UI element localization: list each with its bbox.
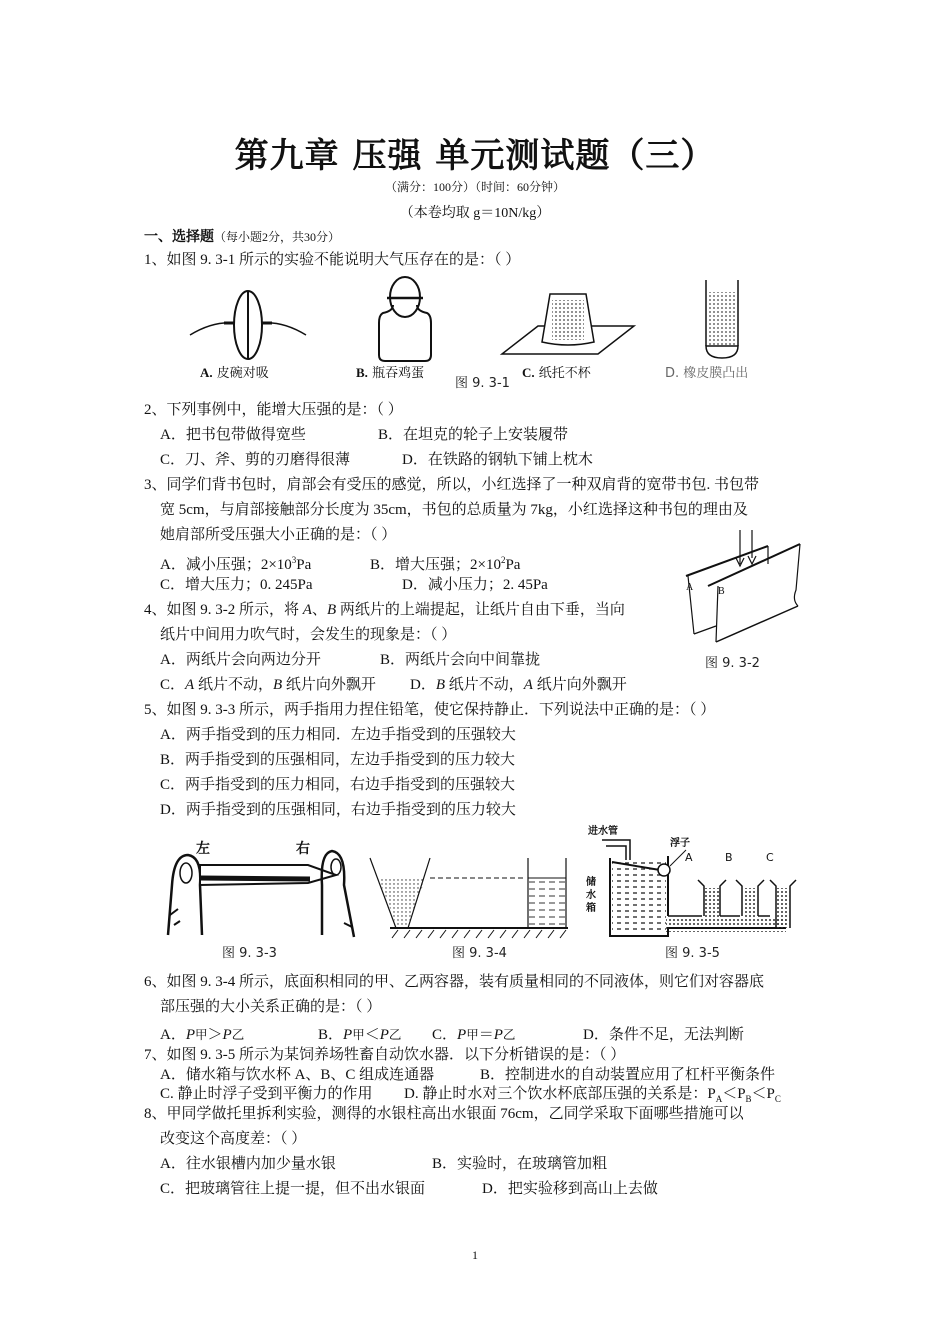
question-7-option-d: D. 静止时水对三个饮水杯底部压强的关系是：$P_A<P_B<P_C$	[404, 1086, 781, 1104]
question-3-stem-line1: 3、同学们背书包时，肩部会有受压的感觉，所以，小红选择了一种双肩背的宽带书包. 书包带	[144, 477, 760, 493]
question-8-option-b: B．实验时，在玻璃管加粗	[432, 1156, 608, 1172]
suction-cups-illustration	[188, 285, 308, 365]
question-6-option-a: A．P甲＞P乙	[160, 1027, 245, 1043]
question-4-option-a: A．两纸片会向两边分开	[160, 652, 321, 668]
right-finger-label: 右	[296, 841, 310, 857]
paper-label-b: B	[718, 586, 725, 597]
page-number: 1	[472, 1248, 478, 1262]
question-5-option-a: A．两手指受到的压力相同．左边手指受到的压强较大	[160, 727, 516, 743]
question-4-stem-line1: 4、如图 9. 3-2 所示，将 A、B 两纸片的上端提起，让纸片自由下垂，当向	[144, 602, 625, 618]
figure-label-d: D. 橡皮膜凸出	[665, 366, 749, 381]
section-heading	[144, 226, 340, 246]
two-containers-illustration	[368, 858, 568, 940]
question-3-stem-line2: 宽 5cm，与肩部接触部分长度为 35cm，书包的总质量为 7kg，小红选择这种书包的理由及	[160, 502, 748, 518]
figure-caption-9-3-1: 图 9. 3-1	[455, 376, 510, 391]
cup-label-b: B	[725, 851, 733, 864]
drinking-device-illustration	[600, 830, 790, 942]
question-6-stem-line2: 部压强的大小关系正确的是：（ ）	[160, 999, 382, 1015]
question-5-option-b: B．两手指受到的压强相同，左边手指受到的压力较大	[160, 752, 516, 768]
question-8-option-c: C．把玻璃管往上提一提，但不出水银面	[160, 1181, 426, 1197]
gravity-note: （本卷均取 g＝10N/kg）	[399, 206, 551, 221]
question-5-option-d: D．两手指受到的压强相同，右边手指受到的压力较大	[160, 802, 516, 818]
question-2-option-b: B．在坦克的轮子上安装履带	[378, 427, 569, 443]
question-7-stem: 7、如图 9. 3-5 所示为某饲养场牲畜自动饮水器．以下分析错误的是：（ ）	[144, 1047, 626, 1063]
question-8-stem-line1: 8、甲同学做托里拆利实验，测得的水银柱高出水银面 76cm，乙同学采取下面哪些措施可以	[144, 1106, 744, 1122]
question-6-option-b: B．P甲＜P乙	[318, 1027, 402, 1043]
question-2-option-d: D．在铁路的钢轨下铺上枕木	[402, 452, 593, 468]
question-2-option-c: C．刀、斧、剪的刃磨得很薄	[160, 452, 351, 468]
bottle-egg-illustration	[375, 275, 435, 363]
tank-label: 储 水 箱	[586, 877, 596, 914]
figure-caption-9-3-5: 图 9. 3-5	[665, 946, 720, 961]
question-4-option-d: D．B 纸片不动，A 纸片向外飘开	[410, 677, 627, 693]
question-2-stem: 2、下列事例中，能增大压强的是：（ ）	[144, 402, 403, 418]
inlet-pipe-label: 进水管	[588, 826, 618, 837]
question-8-stem-line2: 改变这个高度差：（ ）	[160, 1131, 307, 1147]
question-4-option-b: B．两纸片会向中间靠拢	[380, 652, 541, 668]
question-6-stem-line1: 6、如图 9. 3-4 所示，底面积相同的甲、乙两容器，装有质量相同的不同液体，则它们对容器底	[144, 974, 764, 990]
question-3-option-b: B．增大压强；$2\times 10^2Pa$	[370, 555, 521, 573]
cup-label-c: C	[766, 851, 774, 864]
question-5-stem: 5、如图 9. 3-3 所示，两手指用力捏住铅笔，使它保持静止．下列说法中正确的是：（ ）	[144, 702, 716, 718]
question-1-stem: 1、如图 9. 3-1 所示的实验不能说明大气压存在的是：（ ）	[144, 252, 521, 268]
question-3-option-a: A．减小压强；$2\times 10^3Pa$	[160, 555, 312, 573]
question-4-stem-line2: 纸片中间用力吹气时，会发生的现象是：（ ）	[160, 627, 457, 643]
section-title: 一、选择题	[144, 229, 214, 245]
question-6-option-d: D．条件不足，无法判断	[583, 1027, 744, 1043]
float-label: 浮子	[670, 838, 690, 849]
question-4-option-c: C．A 纸片不动，B 纸片向外飘开	[160, 677, 376, 693]
score-time-info: （满分：100分）（时间：60分钟）	[384, 180, 565, 194]
question-2-option-a: A．把书包带做得宽些	[160, 427, 306, 443]
question-7-option-b: B．控制进水的自动装置应用了杠杆平衡条件	[480, 1067, 776, 1083]
paper-cup-illustration	[498, 290, 638, 358]
question-5-option-c: C．两手指受到的压力相同，右边手指受到的压强较大	[160, 777, 516, 793]
left-finger-label: 左	[196, 841, 210, 857]
question-7-option-c: C. 静止时浮子受到平衡力的作用	[160, 1086, 373, 1102]
cup-label-a: A	[685, 851, 693, 864]
pencil-fingers-illustration	[160, 845, 360, 940]
page-title: 第九章 压强 单元测试题（三）	[234, 136, 716, 176]
figure-caption-9-3-4: 图 9. 3-4	[452, 946, 507, 961]
paper-label-a: A	[686, 582, 694, 593]
question-3-option-c: C．增大压力；0. 245Pa	[160, 577, 313, 593]
question-7-option-a: A．储水箱与饮水杯 A、B、C 组成连通器	[160, 1067, 435, 1083]
figure-caption-9-3-2: 图 9. 3-2	[705, 656, 760, 671]
question-3-stem-line3: 她肩部所受压强大小正确的是：（ ）	[160, 527, 397, 543]
figure-caption-9-3-3: 图 9. 3-3	[222, 946, 277, 961]
figure-label-b: B. 瓶吞鸡蛋	[356, 365, 425, 381]
question-6-option-c: C．P甲＝P乙	[432, 1027, 516, 1043]
section-detail: （每小题2分，共30分）	[214, 230, 341, 244]
figure-label-a: A. 皮碗对吸	[200, 365, 269, 381]
figure-label-c: C. 纸托不杯	[522, 365, 591, 381]
question-3-option-d: D．减小压力；2. 45Pa	[402, 577, 548, 593]
rubber-membrane-illustration	[700, 278, 744, 362]
question-8-option-a: A．往水银槽内加少量水银	[160, 1156, 336, 1172]
question-8-option-d: D．把实验移到高山上去做	[482, 1181, 658, 1197]
